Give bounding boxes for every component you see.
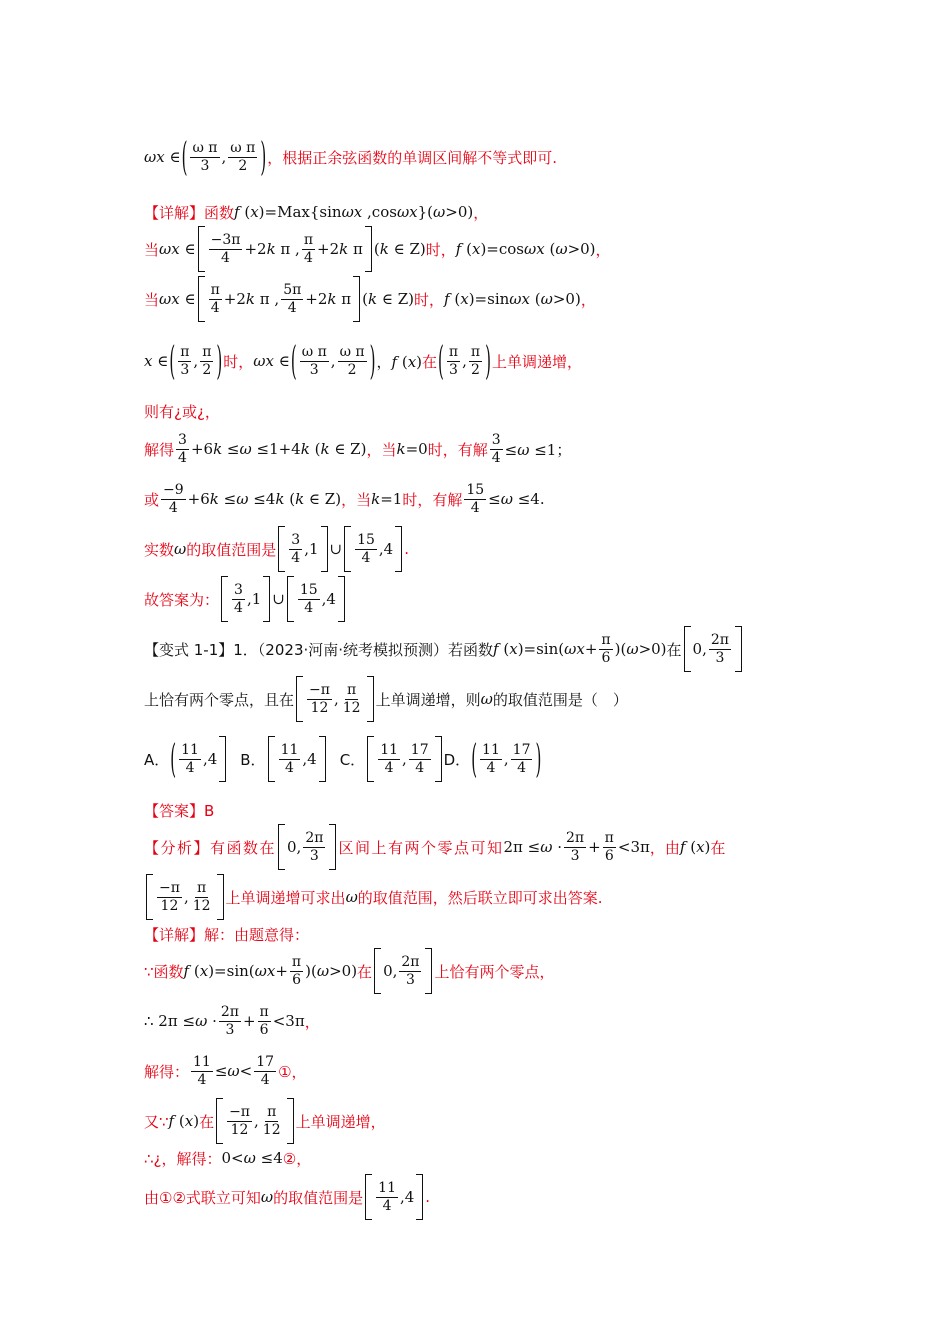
- line-solve-4: ∴¿，解得： 0<ω ≤4 ②，: [144, 1149, 312, 1168]
- line-solve-3: 解得： $\frac{11}{4}$ ≤ω< $\frac{17}{4}$ ①，: [144, 1053, 307, 1088]
- line-interval-hint: ωx ∈ ( $\frac{\text{ω π}}{3}$ , $\frac{\text{ω π}}{2}$ ) ，根据正余弦函数的单调区间解不等式即可.: [144, 133, 558, 181]
- line-x-interval: x ∈ ( $\frac{\pi}{3}$ , $\frac{\pi}{2}$ ) 时， ωx ∈ ( $\frac{\text{ω π}}{3}$ , $\frac{\text{ω π}}{2}$ ) ，f (x) 在 ( $\frac{\pi}{3}$ , $\frac{\pi}{2}$ ) 上单调递增，: [144, 337, 582, 385]
- line-detail-2: 【详解】解：由题意得：: [144, 925, 310, 944]
- line-variant-question: 【变式 1-1】1．（2023·河南·统考模拟预测）若函数 f (x)=sin(ωx+ $\frac{\pi}{6}$ )(ω>0) 在 0, $\frac{2\pi}{3}$: [144, 624, 820, 674]
- line-therefore: ∴ 2π ≤ω · $\frac{2\pi}{3}$ + $\frac{\pi}{6}$ <3π ，: [144, 1003, 320, 1038]
- option-b-label: B．: [240, 750, 266, 769]
- line-variant-question-2: 上恰有两个零点，且在 $\frac{-\pi}{12}$ , $\frac{\pi}{12}$ 上单调递增，则 ω 的取值范围是（ ）: [144, 674, 820, 724]
- line-final: 由①②式联立可知 ω 的取值范围是 $\frac{11}{4}$ ,4 .: [144, 1172, 820, 1222]
- line-solve-1: 解得 $\frac{3}{4}$ +6k ≤ω ≤1+4k (k ∈ Z) ，当 k=0 时，有解 $\frac{3}{4}$ ≤ω ≤1；: [144, 431, 572, 466]
- line-because: ∵函数 f (x)=sin(ωx+ $\frac{\pi}{6}$ )(ω>0) 在 0, $\frac{2\pi}{3}$ 上恰有两个零点，: [144, 946, 820, 996]
- line-options: A． ( $\frac{11}{4}$ ,4 B． $\frac{11}{4}$ ,4 C． $\frac{11}{4}$ , $\frac{17}{4}$ D． ( $\frac{11}{4}$ , $\frac{17}{4}$ ): [144, 735, 542, 783]
- answer-key: 【答案】B: [144, 801, 215, 820]
- line-analysis-2: $\frac{-\pi}{12}$ , $\frac{\pi}{12}$ 上单调递增可求出 ω 的取值范围，然后联立即可求出答案.: [144, 872, 820, 922]
- line-range-result: 实数 ω 的取值范围是 $\frac{3}{4}$ ,1 ∪ $\frac{15}{4}$ ,4 .: [144, 524, 820, 574]
- line-solve-2: 或 $\frac{-9}{4}$ +6k ≤ω ≤4k (k ∈ Z) ，当 k=1 时，有解 $\frac{15}{4}$ ≤ω ≤4.: [144, 481, 545, 516]
- line-answer-key: [144, 798, 820, 822]
- option-c-label: C．: [339, 750, 366, 769]
- line-detail-function: 【详解】函数 f (x)=Max{sinωx ,cosωx}(ω>0) ，: [144, 203, 489, 222]
- option-a-label: A．: [144, 750, 170, 769]
- option-d-label: D．: [443, 750, 471, 769]
- hint-text: ，根据正余弦函数的单调区间解不等式即可.: [267, 148, 558, 167]
- line-cos-case: 当 ωx ∈ $\frac{-3\pi}{4}$ +2k π , $\frac{\pi}{4}$ +2k π (k ∈ Z) 时， f (x)=cosωx (ω>0) ，: [144, 224, 820, 274]
- line-also: 又∵ f (x) 在 $\frac{-\pi}{12}$ , $\frac{\pi}{12}$ 上单调递增，: [144, 1096, 820, 1146]
- line-answer: 故答案为： $\frac{3}{4}$ ,1 ∪ $\frac{15}{4}$ ,4: [144, 574, 820, 624]
- detail-label: 【详解】函数: [144, 203, 235, 222]
- line-analysis: 【分析】有函数在 0, $\frac{2\pi}{3}$ 区间上有两个零点可知 2π ≤ω · $\frac{2\pi}{3}$ + $\frac{\pi}{6}$ <3π ，由 f (x) 在: [144, 822, 820, 872]
- line-then: 则有¿或¿，: [144, 402, 220, 421]
- line-sin-case: 当 ωx ∈ $\frac{\pi}{4}$ +2k π , $\frac{5\pi}{4}$ +2k π (k ∈ Z) 时， f (x)=sinωx (ω>0) ，: [144, 274, 820, 324]
- variant-title: 【变式 1-1】1．（2023·河南·统考模拟预测）若函数: [144, 640, 494, 659]
